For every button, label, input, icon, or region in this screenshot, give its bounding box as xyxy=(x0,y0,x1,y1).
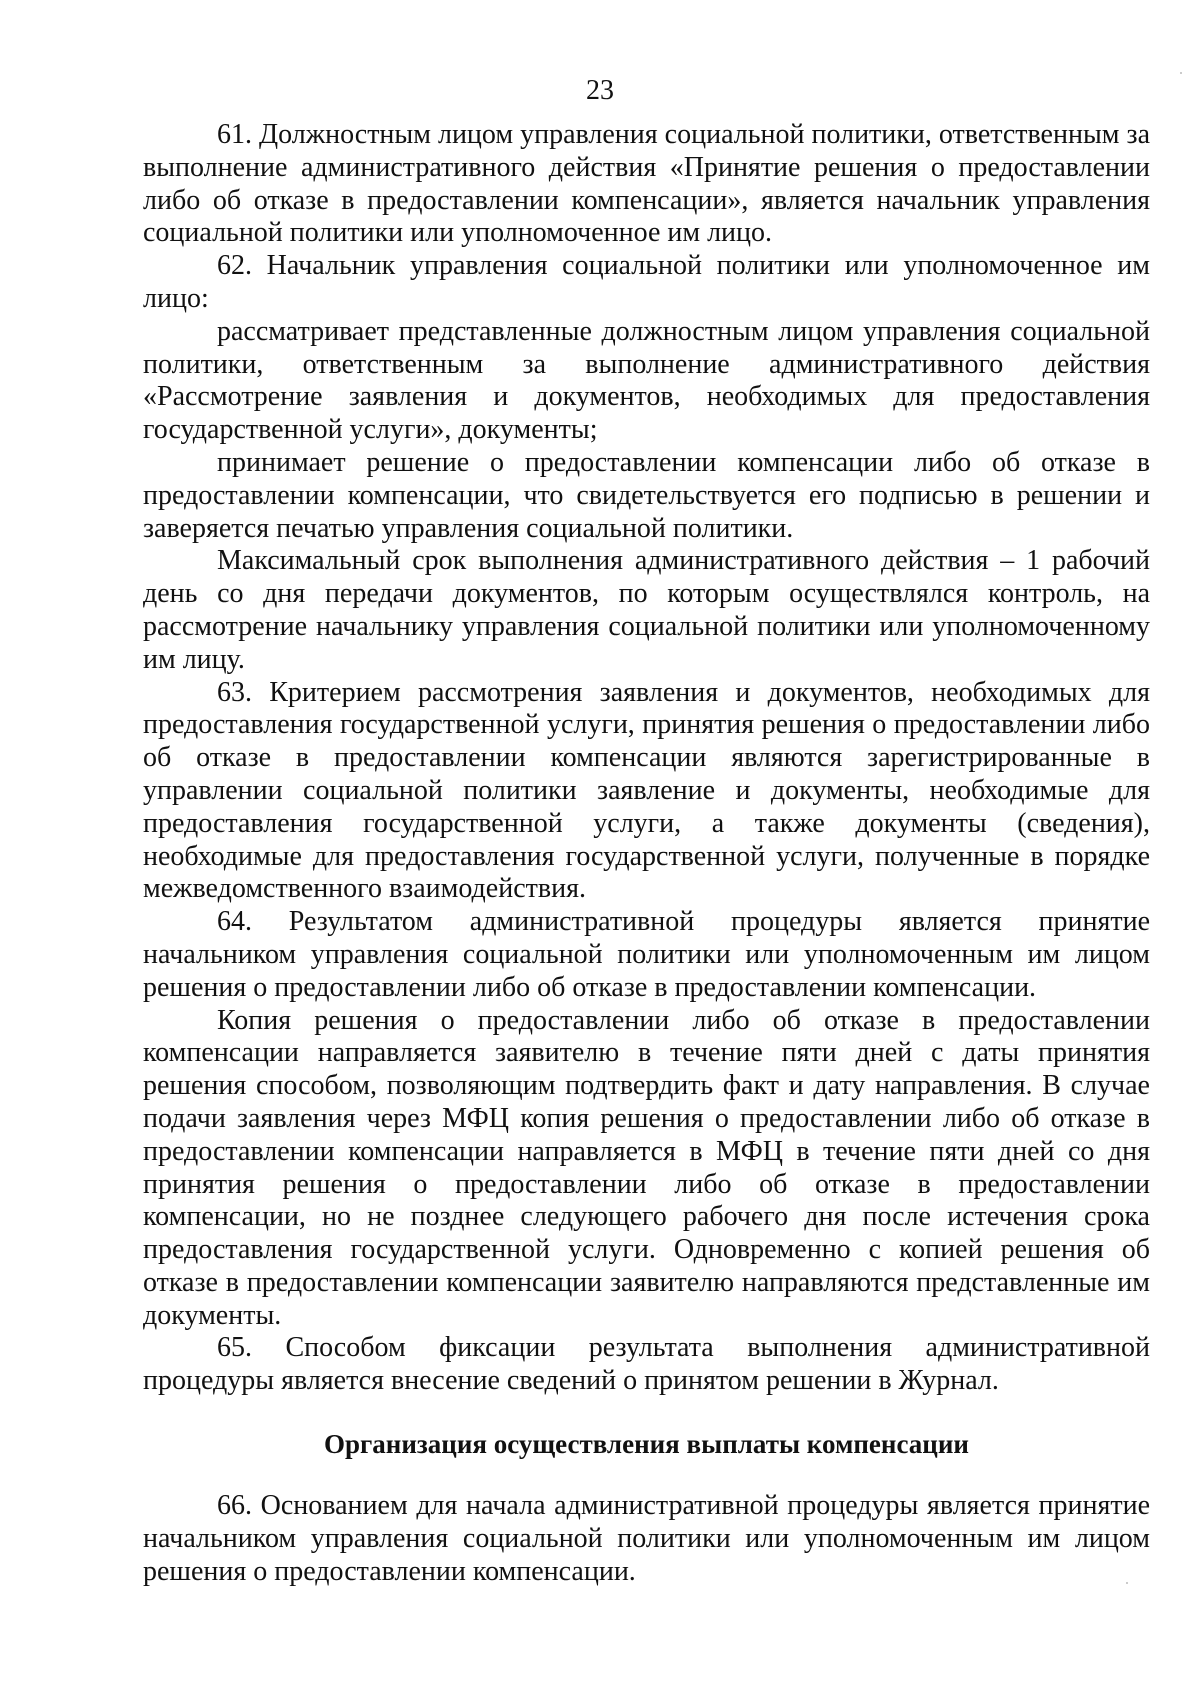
paragraph-62-review: рассматривает представленные должностным лицом управления социальной политики, ответственным за выполнение административного действия «Рассмотрение заявления и документов, необходимых для предоставления государственной услуги», документы; xyxy=(143,315,1150,446)
paragraph-63: 63. Критерием рассмотрения заявления и документов, необходимых для предоставления государственной услуги, принятия решения о предоставлении либо об отказе в предоставлении компенсации являются зарегистрированные в управлении социальной политики заявление и документы, необходимые для предоставления государственной услуги, а также документы (сведения), необходимые для предоставления государственной услуги, полученные в порядке межведомственного взаимодействия. xyxy=(143,676,1150,905)
scan-dust-mark xyxy=(1180,72,1182,74)
paragraph-66: 66. Основанием для начала административной процедуры является принятие начальником управления социальной политики или уполномоченным им лицом решения о предоставлении компенсации. xyxy=(143,1490,1150,1587)
paragraph-62-decision: принимает решение о предоставлении компенсации либо об отказе в предоставлении компенсации, что свидетельствуется его подписью в решении и заверяется печатью управления социальной политики. xyxy=(143,446,1150,544)
page-number: 23 xyxy=(586,75,614,106)
paragraph-62: 62. Начальник управления социальной политики или уполномоченное им лицо: xyxy=(143,250,1150,314)
section-heading: Организация осуществления выплаты компенсации xyxy=(324,1429,969,1460)
paragraph-62-deadline: Максимальный срок выполнения административного действия – 1 рабочий день со дня передачи документов, по которым осуществлялся контроль, на рассмотрение начальнику управления социальной политики или уполномоченному им лицу. xyxy=(143,545,1150,675)
paragraph-61: 61. Должностным лицом управления социальной политики, ответственным за выполнение административного действия «Принятие решения о предоставлении либо об отказе в предоставлении компенсации», является начальник управления социальной политики или уполномоченное им лицо. xyxy=(143,119,1150,249)
paragraph-65: 65. Способом фиксации результата выполнения административной процедуры является внесение сведений о принятом решении в Журнал. xyxy=(143,1332,1150,1397)
paragraph-64: 64. Результатом административной процедуры является принятие начальником управления социальной политики или уполномоченным им лицом решения о предоставлении либо об отказе в предоставлении компенсации. xyxy=(143,906,1150,1003)
document-body xyxy=(143,119,1150,1588)
paragraph-64-copy: Копия решения о предоставлении либо об отказе в предоставлении компенсации направляется заявителю в течение пяти дней с даты принятия решения способом, позволяющим подтвердить факт и дату направления. В случае подачи заявления через МФЦ копия решения о предоставлении либо об отказе в предоставлении компенсации направляется в МФЦ в течение пяти дней со дня принятия решения о предоставлении либо об отказе в предоставлении компенсации, но не позднее следующего рабочего дня после истечения срока предоставления государственной услуги. Одновременно с копией решения об отказе в предоставлении компенсации заявителю направляются представленные им документы. xyxy=(143,1004,1150,1331)
scan-dust-mark xyxy=(1126,1582,1128,1584)
